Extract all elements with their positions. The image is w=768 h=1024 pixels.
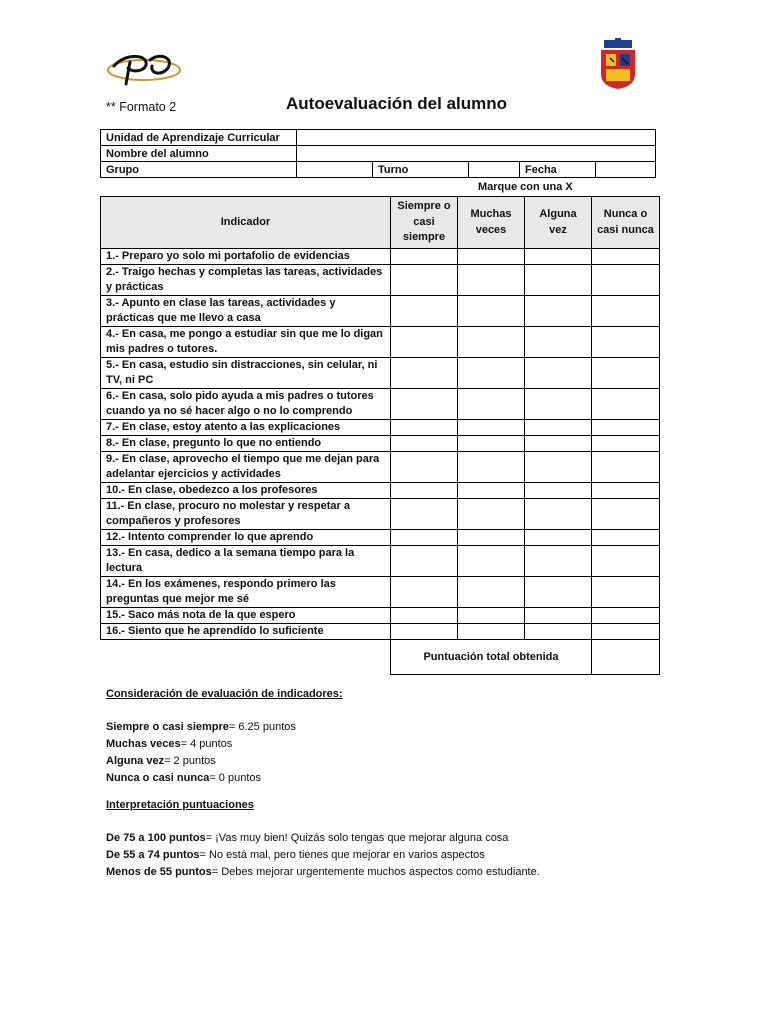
mark-cell-siempre[interactable] [391,499,458,530]
mark-cell-siempre[interactable] [391,577,458,608]
indicator-text: 3.- Apunto en clase las tareas, actividades y prácticas que me llevo a casa [101,296,391,327]
mark-cell-siempre[interactable] [391,327,458,358]
mark-cell-nunca[interactable] [592,265,660,296]
mark-cell-alguna[interactable] [525,327,592,358]
indicator-text: 2.- Traigo hechas y completas las tareas, actividades y prácticas [101,265,391,296]
mark-cell-siempre[interactable] [391,296,458,327]
indicator-text: 10.- En clase, obedezco a los profesores [101,483,391,499]
indicator-row [101,436,660,452]
indicator-row [101,546,660,577]
mark-cell-alguna[interactable] [525,358,592,389]
indicator-row [101,624,660,640]
university-crest-icon [598,38,638,90]
mark-cell-siempre[interactable] [391,436,458,452]
mark-cell-nunca[interactable] [592,452,660,483]
mark-cell-alguna[interactable] [525,452,592,483]
mark-cell-alguna[interactable] [525,483,592,499]
turno-label: Turno [373,162,469,178]
grupo-label: Grupo [101,162,297,178]
mark-cell-siempre[interactable] [391,608,458,624]
indicator-row [101,249,660,265]
mark-cell-alguna[interactable] [525,436,592,452]
indicator-row [101,358,660,389]
mark-cell-siempre[interactable] [391,358,458,389]
mark-cell-alguna[interactable] [525,265,592,296]
instruction-text: Marque con una X [478,181,573,193]
interpretation-rule: De 55 a 74 puntos= No está mal, pero tienes que mejorar en varios aspectos [106,849,485,861]
indicator-row [101,530,660,546]
indicator-row [101,420,660,436]
mark-cell-alguna[interactable] [525,389,592,420]
mark-cell-alguna[interactable] [525,249,592,265]
mark-cell-nunca[interactable] [592,389,660,420]
indicator-row [101,577,660,608]
mark-cell-alguna[interactable] [525,608,592,624]
mark-cell-muchas[interactable] [458,577,525,608]
mark-cell-muchas[interactable] [458,296,525,327]
column-header-muchas: Muchas veces [458,197,525,249]
column-header-indicador: Indicador [101,197,391,249]
mark-cell-alguna[interactable] [525,624,592,640]
mark-cell-nunca[interactable] [592,358,660,389]
mark-cell-siempre[interactable] [391,530,458,546]
mark-cell-alguna[interactable] [525,530,592,546]
mark-cell-nunca[interactable] [592,499,660,530]
blank-cell [101,640,391,675]
mark-cell-siempre[interactable] [391,546,458,577]
column-header-nunca: Nunca o casi nunca [592,197,660,249]
mark-cell-nunca[interactable] [592,249,660,265]
mark-cell-muchas[interactable] [458,420,525,436]
mark-cell-alguna[interactable] [525,577,592,608]
fecha-label: Fecha [520,162,596,178]
unidad-field[interactable] [297,130,656,146]
indicator-row [101,296,660,327]
mark-cell-muchas[interactable] [458,546,525,577]
mark-cell-nunca[interactable] [592,420,660,436]
interpretation-rule: Menos de 55 puntos= Debes mejorar urgentemente muchos aspectos como estudiante. [106,866,540,878]
score-rule: Alguna vez= 2 puntos [106,755,216,767]
interpretacion-title: Interpretación puntuaciones [106,799,254,811]
indicator-row [101,265,660,296]
mark-cell-alguna[interactable] [525,420,592,436]
mark-cell-muchas[interactable] [458,483,525,499]
indicator-text: 12.- Intento comprender lo que aprendo [101,530,391,546]
indicator-text: 7.- En clase, estoy atento a las explicaciones [101,420,391,436]
indicator-text: 13.- En casa, dedico a la semana tiempo para la lectura [101,546,391,577]
mark-cell-nunca[interactable] [592,483,660,499]
mark-cell-muchas[interactable] [458,436,525,452]
format-label: ** Formato 2 [106,100,177,114]
mark-cell-nunca[interactable] [592,530,660,546]
indicator-text: 16.- Siento que he aprendido lo suficiente [101,624,391,640]
mark-cell-alguna[interactable] [525,499,592,530]
mark-cell-siempre[interactable] [391,420,458,436]
mark-cell-muchas[interactable] [458,249,525,265]
fecha-field[interactable] [596,162,656,178]
total-row [101,640,660,675]
interpretation-rule: De 75 a 100 puntos= ¡Vas muy bien! Quizás solo tengas que mejorar alguna cosa [106,832,509,844]
mark-cell-siempre[interactable] [391,249,458,265]
indicator-row [101,327,660,358]
mark-cell-muchas[interactable] [458,327,525,358]
nombre-label: Nombre del alumno [101,146,297,162]
institution-logo [104,48,184,90]
indicator-text: 9.- En clase, aprovecho el tiempo que me dejan para adelantar ejercicios y actividades [101,452,391,483]
mark-cell-muchas[interactable] [458,499,525,530]
mark-cell-muchas[interactable] [458,358,525,389]
mark-cell-alguna[interactable] [525,546,592,577]
mark-cell-nunca[interactable] [592,436,660,452]
unidad-label: Unidad de Aprendizaje Curricular [101,130,297,146]
turno-field[interactable] [469,162,520,178]
mark-cell-nunca[interactable] [592,296,660,327]
interpretacion-section [106,797,540,881]
mark-cell-muchas[interactable] [458,389,525,420]
indicator-row [101,483,660,499]
mark-cell-nunca[interactable] [592,577,660,608]
indicator-row [101,608,660,624]
indicator-text: 14.- En los exámenes, respondo primero las preguntas que mejor me sé [101,577,391,608]
indicator-row [101,499,660,530]
consideracion-section [106,686,343,787]
mark-cell-muchas[interactable] [458,452,525,483]
page-title: Autoevaluación del alumno [286,94,508,113]
indicator-text: 11.- En clase, procuro no molestar y respetar a compañeros y profesores [101,499,391,530]
mark-cell-muchas[interactable] [458,624,525,640]
nombre-field[interactable] [297,146,656,162]
mark-cell-nunca[interactable] [592,546,660,577]
mark-cell-siempre[interactable] [391,389,458,420]
indicator-row [101,452,660,483]
mark-cell-muchas[interactable] [458,608,525,624]
score-rule: Siempre o casi siempre= 6.25 puntos [106,721,296,733]
total-label: Puntuación total obtenida [391,640,592,675]
mark-cell-nunca[interactable] [592,624,660,640]
score-rule: Muchas veces= 4 puntos [106,738,233,750]
mark-cell-siempre[interactable] [391,452,458,483]
student-info-table [100,129,656,178]
total-score-field[interactable] [592,640,660,675]
indicator-text: 15.- Saco más nota de la que espero [101,608,391,624]
mark-cell-siempre[interactable] [391,483,458,499]
score-rule: Nunca o casi nunca= 0 puntos [106,772,261,784]
grupo-field[interactable] [297,162,373,178]
indicator-text: 8.- En clase, pregunto lo que no entiendo [101,436,391,452]
mark-cell-nunca[interactable] [592,608,660,624]
indicator-text: 4.- En casa, me pongo a estudiar sin que me lo digan mis padres o tutores. [101,327,391,358]
indicator-table [100,196,660,675]
mark-cell-alguna[interactable] [525,296,592,327]
indicator-row [101,389,660,420]
indicator-text: 1.- Preparo yo solo mi portafolio de evidencias [101,249,391,265]
consideracion-title: Consideración de evaluación de indicadores: [106,688,343,700]
indicator-text: 6.- En casa, solo pido ayuda a mis padres o tutores cuando ya no sé hacer algo o no lo comprendo [101,389,391,420]
indicator-text: 5.- En casa, estudio sin distracciones, sin celular, ni TV, ni PC [101,358,391,389]
mark-cell-siempre[interactable] [391,265,458,296]
mark-cell-siempre[interactable] [391,624,458,640]
column-header-alguna: Alguna vez [525,197,592,249]
column-header-siempre: Siempre o casi siempre [391,197,458,249]
mark-cell-nunca[interactable] [592,327,660,358]
mark-cell-muchas[interactable] [458,265,525,296]
mark-cell-muchas[interactable] [458,530,525,546]
